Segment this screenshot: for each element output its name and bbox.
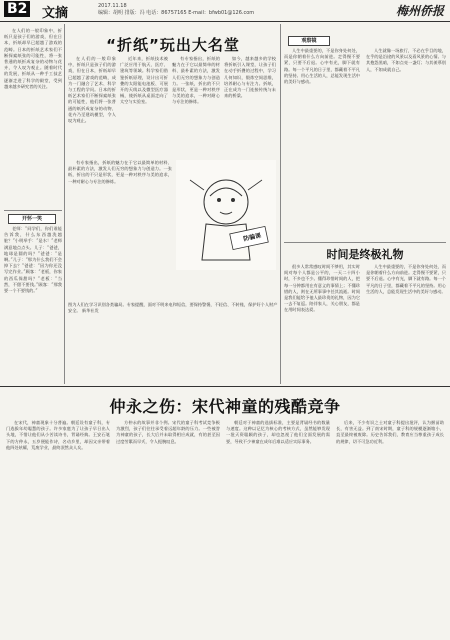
jokes-body: 老师：“同学们，你们谁能告诉我，什么东西越洗越脏？”小明举手：“是水！”老师满意地点点头。儿子：“爸爸，地球是圆的吗？”爸爸：“是啊。”儿子：“那为什么我们不会掉下去？”爸爸：“因为你还没写完作业。”顾客：“老板，你家的西瓜保甜吗？”老板：“当然，不甜不要钱。”顾客：“那我要一个不要钱的。” (4, 226, 62, 294)
right-column-text (284, 48, 360, 188)
divider (4, 210, 62, 211)
illustration-sign: 防骗课 (242, 232, 262, 243)
masthead (0, 0, 450, 22)
top-article-col2-text: 近年来，折纸技术被广泛应用于航天、医疗、建筑等领域。科学家们借鉴折纸原理，设计出可折叠的太阳能电池板、可展开的天线以及微型医疗器械，使折纸从桌面走向了太空与实验室。 (120, 56, 168, 105)
bottom-article-col4-text: 后来，不少有识之士对童子科提出批评，认为揠苗助长，有害无益。到了南宋时期，童子科的规模逐渐缩小，直至最终被废除。历史告诉我们，教育应当尊重孩子成长的规律，切不可急功近利。 (336, 420, 444, 444)
header-meta (98, 3, 254, 17)
jokes-text (4, 226, 62, 380)
right-column-col2 (366, 48, 446, 238)
left-column-body: 在人们的一般印象中，折纸只是孩子们的游戏，但在日本，折纸却早已超越了游戏的范畴。日本的折纸艺术家们不断探索纸张的可能性，将一张普通的纸折成复杂的动物与花卉，令人叹为观止。随着时代的发展，折纸从一种手工技艺逐渐走进了科学的殿堂，受到越来越多研究者的关注。 (4, 28, 62, 89)
bottom-article-col1 (6, 420, 110, 634)
essay-title: 时间是终极礼物 (326, 248, 404, 261)
illustration (176, 160, 276, 270)
paper-logo: 梅州侨报 (395, 4, 444, 18)
top-article-col3 (172, 56, 220, 156)
page-number: B2 (4, 1, 32, 17)
bottom-article-col1-text: 在宋代，神童现象十分普遍。朝廷设有童子科，专门选拔年幼聪慧的孩子。许多家庭为了让孩子早日出人头地，不惜让他们从小苦读诗书，背诵经典。王安石笔下的方仲永，五岁便能作诗，名动乡里，却因父亲带着他四处炫耀，荒废学业，最终泯然众人矣。 (6, 420, 110, 450)
bottom-article-col2 (116, 420, 220, 634)
top-article-col2 (120, 56, 168, 156)
right-box-title: 观察镜 (288, 36, 330, 46)
caption-credit: 新华社发 (81, 308, 99, 313)
essay-col2-text: 人生中最重要的，不是你身处何处，而是你朝着什么方向前进。走得慢不要紧，只要不后退。心中有光，脚下就有路。每一个平凡的日子里，都藏着不平凡的坚持。用心生活的人，总能发现生活中的美好与感动。 (366, 264, 446, 294)
divider (280, 24, 281, 384)
divider (64, 24, 65, 384)
caption-text: 图为人们在学习识别各类骗局。专家提醒，面对不明来电和短信，要保持警惕，不轻信、不转账，保护好个人财产安全。 (68, 302, 278, 313)
section-divider (0, 386, 450, 387)
header-date: 2017.11.18 (98, 3, 127, 9)
section-title: 文摘 (42, 6, 69, 21)
joke-box-title: 开怀一笑 (8, 214, 56, 224)
top-article-col3-cont-text: 有专家指出，折纸的魅力在于它以最简单的材料、最朴素的方法，激发人们无穷的想象力与创造力。一张纸，折出的不只是形状，更是一种对秩序与美的追求，一种对耐心与专注的修炼。 (68, 160, 172, 184)
left-column-text (4, 28, 62, 206)
top-article-col4 (224, 56, 276, 156)
top-article-col1-text: 在人们的一般印象中，折纸只是孩子们的游戏，但在日本，折纸却早已超越了游戏的范畴，成为一门融合了艺术、科学与工程的学问。日本的折纸艺术家们不断探索纸张的可能性，他们将一张普通的纸折成复杂的动物、花卉乃至建筑模型，令人叹为观止。 (68, 56, 116, 124)
bottom-article-col4 (336, 420, 444, 634)
essay-col2 (366, 264, 446, 384)
bottom-article-col3-text: 朝廷对于神童的选拔标准，主要是背诵经书的数量与速度。这种以记忆为核心的考核方式，虽然能够发现一批天资聪颖的孩子，却也忽视了他们全面发展的需要，导致不少神童在成年后难以适应实际事务。 (226, 420, 330, 444)
top-article-col3-text: 有专家指出，折纸的魅力在于它以最简单的材料、最朴素的方法，激发人们无穷的想象力与创造力。一张纸，折出的不只是形状，更是一种对秩序与美的追求，一种对耐心与专注的修炼。 (172, 56, 220, 105)
bottom-article-col3 (226, 420, 330, 634)
top-article-col1-cont (68, 160, 172, 300)
bottom-article-title: 仲永之伤：宋代神童的残酷竞争 (109, 397, 341, 416)
right-column-body: 人生中最重要的，不是你身处何处，而是你朝着什么方向前进。走得慢不要紧，只要不后退。心中有光，脚下就有路。每一个平凡的日子里，都藏着不平凡的坚持。用心生活的人，总能发现生活中的美好与感动。 (284, 48, 360, 85)
illustration-caption (68, 302, 278, 314)
top-article-col4-text: 如今，越来越多的学校将折纸引入课堂，让孩子们在动手折叠的过程中，学习几何知识，锻炼空间思维，培养耐心与专注力。折纸，正在成为一门连接传统与未来的桥梁。 (224, 56, 276, 99)
right-column-col2-text: 人生就像一场旅行，不必在乎目的地，在乎的是沿途的风景以及看风景的心情。与其抱怨黑暗，不如点亮一盏灯；与其羡慕别人，不如成就自己。 (366, 48, 446, 72)
essay-col1-text: 很多人常常感叹时间不够用，其实时间对每个人都是公平的，一天二十四小时，不多也不少。懂得珍惜时间的人，把每一分钟都用在有意义的事情上；不懂珍惜的人，则在无所事事中任其流逝。时间是我们能给予他人最珍贵的礼物，因为它一去不复返。陪伴家人，关心朋友，都是在用时间表达爱。 (284, 264, 360, 313)
anti-fraud-cartoon (176, 160, 276, 270)
bottom-article-col2-text: 方仲永的故事并非个例。宋代的童子科考试竞争极为激烈，孩子们往往承受着远超年龄的压力。一些被誉为神童的孩子，长大后并未取得相应成就，有的甚至因过度劳累而早夭，令人扼腕叹息。 (116, 420, 220, 444)
divider (284, 242, 446, 243)
top-article-title: “折纸”玩出大名堂 (106, 36, 240, 54)
header-editor-info: 编辑：胡明 排版：冯 电话：86757165 E-mail：bfwb01@126.com (98, 10, 255, 16)
essay-col1 (284, 264, 360, 384)
top-article-col1 (68, 56, 116, 156)
